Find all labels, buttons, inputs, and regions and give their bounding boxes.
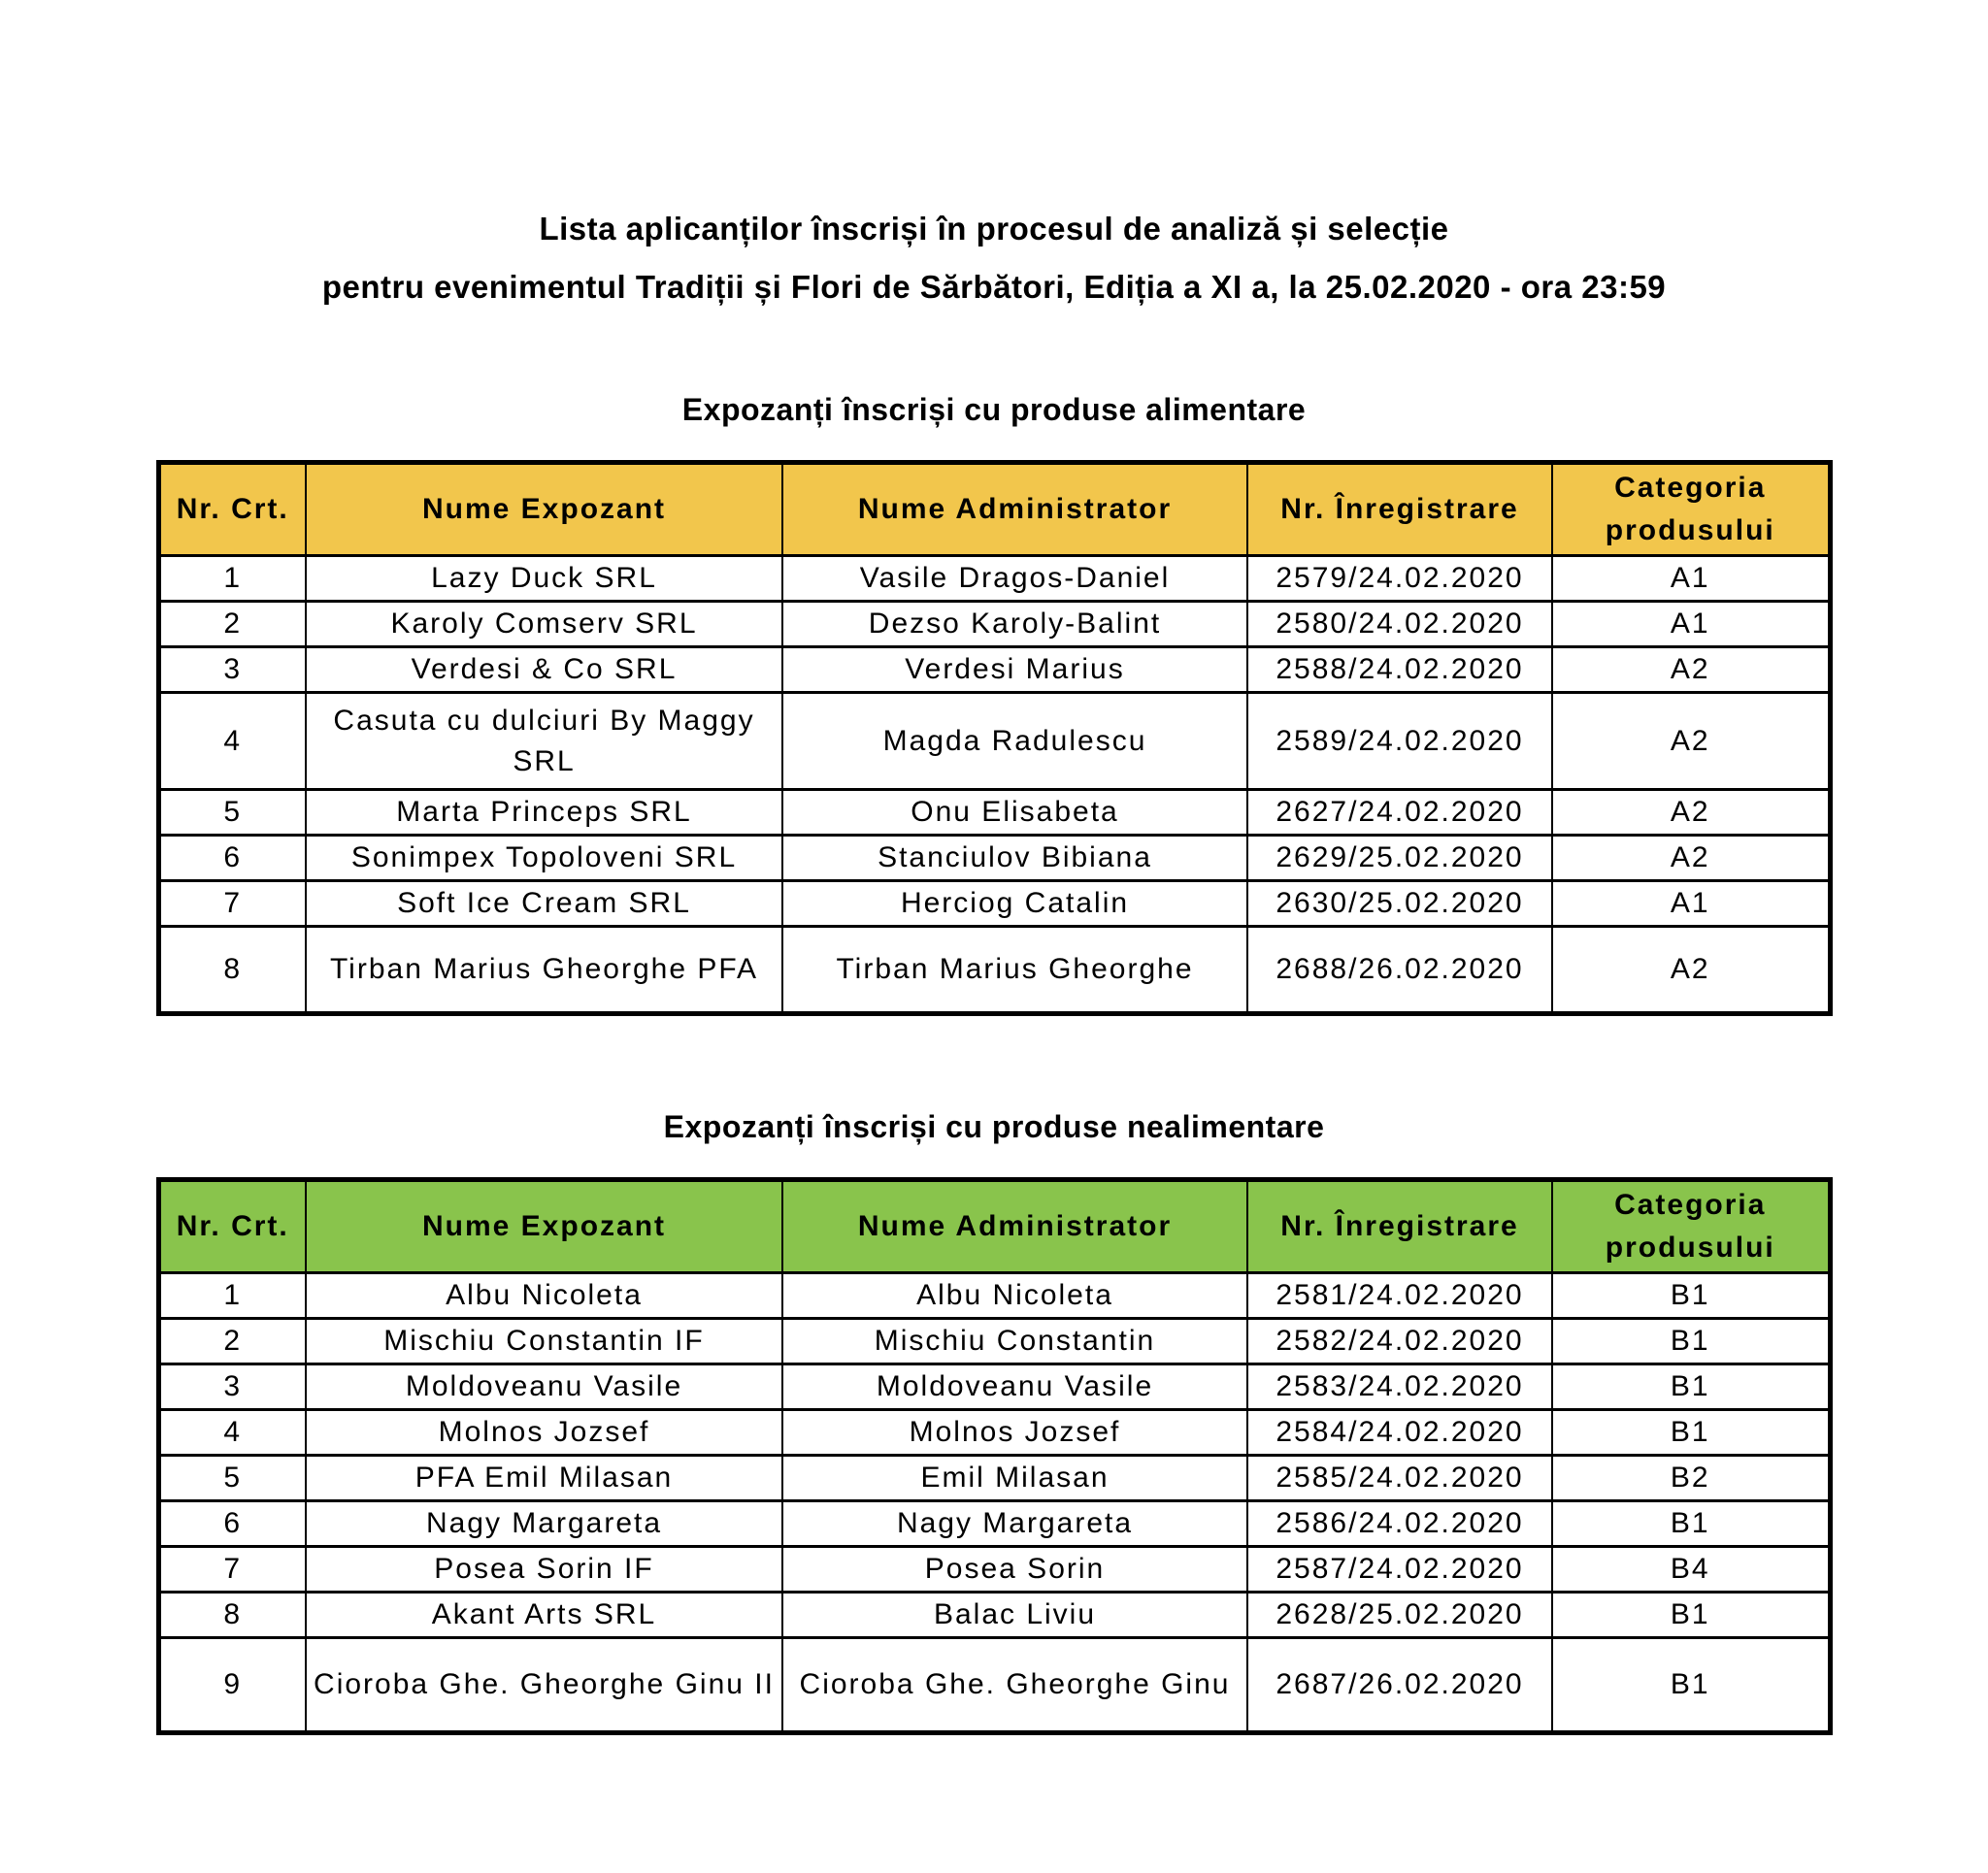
cell-nr-crt: 6 <box>158 1501 306 1547</box>
cell-nume-administrator: Molnos Jozsef <box>782 1410 1247 1456</box>
title-line-1: Lista aplicanților înscriși în procesul de analiză și selecție <box>539 211 1449 246</box>
cell-categoria-produsului: A2 <box>1552 790 1830 836</box>
col-header-nr-inregistrare: Nr. Înregistrare <box>1247 463 1552 556</box>
cell-nr-inregistrare: 2587/24.02.2020 <box>1247 1547 1552 1593</box>
cell-nume-administrator: Balac Liviu <box>782 1593 1247 1638</box>
cell-nume-expozant: Marta Princeps SRL <box>306 790 782 836</box>
cell-nr-inregistrare: 2585/24.02.2020 <box>1247 1456 1552 1501</box>
table-row <box>158 602 1830 647</box>
cell-nr-crt: 8 <box>158 927 306 1014</box>
cell-nume-expozant: Soft Ice Cream SRL <box>306 881 782 927</box>
cell-nr-crt: 8 <box>158 1593 306 1638</box>
cell-nume-expozant: Lazy Duck SRL <box>306 556 782 602</box>
cell-categoria-produsului: B1 <box>1552 1319 1830 1364</box>
cell-nume-expozant: Akant Arts SRL <box>306 1593 782 1638</box>
cell-categoria-produsului: A1 <box>1552 881 1830 927</box>
cell-nr-inregistrare: 2629/25.02.2020 <box>1247 836 1552 881</box>
cell-nr-inregistrare: 2581/24.02.2020 <box>1247 1273 1552 1319</box>
cell-nr-inregistrare: 2586/24.02.2020 <box>1247 1501 1552 1547</box>
cell-categoria-produsului: B1 <box>1552 1593 1830 1638</box>
col-header-nr-inregistrare: Nr. Înregistrare <box>1247 1180 1552 1273</box>
cell-nr-inregistrare: 2588/24.02.2020 <box>1247 647 1552 693</box>
section-title-alimentare: Expozanți înscriși cu produse alimentare <box>681 392 1307 427</box>
cell-categoria-produsului: B1 <box>1552 1364 1830 1410</box>
cell-nume-expozant: Albu Nicoleta <box>306 1273 782 1319</box>
table-alimentare <box>156 460 1833 1016</box>
cell-nume-expozant: Mischiu Constantin IF <box>306 1319 782 1364</box>
section-produse-nealimentare <box>0 1105 1988 1735</box>
cell-categoria-produsului: B1 <box>1552 1410 1830 1456</box>
table-row <box>158 556 1830 602</box>
cell-nume-administrator: Dezso Karoly-Balint <box>782 602 1247 647</box>
cell-nr-inregistrare: 2580/24.02.2020 <box>1247 602 1552 647</box>
cell-nr-inregistrare: 2579/24.02.2020 <box>1247 556 1552 602</box>
cell-nume-administrator: Posea Sorin <box>782 1547 1247 1593</box>
cell-nr-crt: 1 <box>158 1273 306 1319</box>
cell-categoria-produsului: B2 <box>1552 1456 1830 1501</box>
cell-nume-administrator: Emil Milasan <box>782 1456 1247 1501</box>
cell-nr-inregistrare: 2583/24.02.2020 <box>1247 1364 1552 1410</box>
table-row <box>158 1273 1830 1319</box>
col-header-nume-administrator: Nume Administrator <box>782 1180 1247 1273</box>
cell-nume-expozant: Casuta cu dulciuri By Maggy SRL <box>306 693 782 790</box>
cell-nume-administrator: Albu Nicoleta <box>782 1273 1247 1319</box>
cell-nr-crt: 6 <box>158 836 306 881</box>
cell-nume-administrator: Stanciulov Bibiana <box>782 836 1247 881</box>
table-row <box>158 1456 1830 1501</box>
cell-nume-administrator: Onu Elisabeta <box>782 790 1247 836</box>
cell-nr-inregistrare: 2687/26.02.2020 <box>1247 1638 1552 1733</box>
table-row <box>158 1638 1830 1733</box>
document-title <box>0 0 1988 316</box>
cell-categoria-produsului: A1 <box>1552 602 1830 647</box>
title-line-2: pentru evenimentul Tradiții și Flori de Sărbători, Ediția a XI a, la 25.02.2020 - ora 23:59 <box>321 269 1667 305</box>
col-header-nume-expozant: Nume Expozant <box>306 463 782 556</box>
header-row-alimentare <box>158 463 1830 556</box>
cell-nume-administrator: Cioroba Ghe. Gheorghe Ginu <box>782 1638 1247 1733</box>
section-produse-alimentare <box>0 388 1988 1016</box>
cell-nr-inregistrare: 2584/24.02.2020 <box>1247 1410 1552 1456</box>
cell-nr-crt: 9 <box>158 1638 306 1733</box>
table-nealimentare <box>156 1177 1833 1735</box>
table-row <box>158 1364 1830 1410</box>
cell-nr-inregistrare: 2582/24.02.2020 <box>1247 1319 1552 1364</box>
cell-nr-inregistrare: 2627/24.02.2020 <box>1247 790 1552 836</box>
cell-nume-administrator: Magda Radulescu <box>782 693 1247 790</box>
cell-nr-crt: 1 <box>158 556 306 602</box>
table-body-alimentare <box>158 556 1830 1014</box>
cell-nume-expozant: Karoly Comserv SRL <box>306 602 782 647</box>
cell-categoria-produsului: B1 <box>1552 1273 1830 1319</box>
table-row <box>158 1319 1830 1364</box>
cell-nume-administrator: Moldoveanu Vasile <box>782 1364 1247 1410</box>
cell-nume-administrator: Verdesi Marius <box>782 647 1247 693</box>
cell-nume-administrator: Tirban Marius Gheorghe <box>782 927 1247 1014</box>
table-row <box>158 647 1830 693</box>
cell-nume-administrator: Herciog Catalin <box>782 881 1247 927</box>
cell-nume-expozant: Verdesi & Co SRL <box>306 647 782 693</box>
cell-nr-crt: 7 <box>158 881 306 927</box>
cell-nr-crt: 2 <box>158 1319 306 1364</box>
table-row <box>158 1410 1830 1456</box>
cell-nr-crt: 2 <box>158 602 306 647</box>
cell-nr-crt: 3 <box>158 1364 306 1410</box>
col-header-nr-crt: Nr. Crt. <box>158 463 306 556</box>
cell-nr-crt: 4 <box>158 693 306 790</box>
col-header-categoria-produsului: Categoria produsului <box>1552 463 1830 556</box>
table-row <box>158 1593 1830 1638</box>
table-row <box>158 1547 1830 1593</box>
table-row <box>158 881 1830 927</box>
cell-categoria-produsului: B1 <box>1552 1501 1830 1547</box>
cell-categoria-produsului: A2 <box>1552 693 1830 790</box>
cell-categoria-produsului: A2 <box>1552 836 1830 881</box>
header-row-nealimentare <box>158 1180 1830 1273</box>
table-row <box>158 693 1830 790</box>
table-row <box>158 927 1830 1014</box>
table-row <box>158 836 1830 881</box>
cell-nr-crt: 5 <box>158 1456 306 1501</box>
cell-nr-crt: 4 <box>158 1410 306 1456</box>
cell-nume-expozant: Posea Sorin IF <box>306 1547 782 1593</box>
cell-nume-expozant: Moldoveanu Vasile <box>306 1364 782 1410</box>
col-header-nr-crt: Nr. Crt. <box>158 1180 306 1273</box>
cell-nr-inregistrare: 2589/24.02.2020 <box>1247 693 1552 790</box>
cell-nume-expozant: Cioroba Ghe. Gheorghe Ginu II <box>306 1638 782 1733</box>
cell-categoria-produsului: A2 <box>1552 647 1830 693</box>
cell-nume-expozant: PFA Emil Milasan <box>306 1456 782 1501</box>
table-body-nealimentare <box>158 1273 1830 1733</box>
cell-nume-expozant: Tirban Marius Gheorghe PFA <box>306 927 782 1014</box>
cell-categoria-produsului: B1 <box>1552 1638 1830 1733</box>
cell-nr-crt: 7 <box>158 1547 306 1593</box>
cell-nume-expozant: Sonimpex Topoloveni SRL <box>306 836 782 881</box>
cell-nume-expozant: Nagy Margareta <box>306 1501 782 1547</box>
cell-nume-administrator: Nagy Margareta <box>782 1501 1247 1547</box>
cell-nr-inregistrare: 2630/25.02.2020 <box>1247 881 1552 927</box>
cell-nr-crt: 5 <box>158 790 306 836</box>
col-header-categoria-produsului: Categoria produsului <box>1552 1180 1830 1273</box>
cell-nume-administrator: Vasile Dragos-Daniel <box>782 556 1247 602</box>
table-row <box>158 790 1830 836</box>
col-header-nume-administrator: Nume Administrator <box>782 463 1247 556</box>
table-row <box>158 1501 1830 1547</box>
cell-nume-expozant: Molnos Jozsef <box>306 1410 782 1456</box>
cell-nr-inregistrare: 2628/25.02.2020 <box>1247 1593 1552 1638</box>
col-header-nume-expozant: Nume Expozant <box>306 1180 782 1273</box>
cell-nr-crt: 3 <box>158 647 306 693</box>
cell-nr-inregistrare: 2688/26.02.2020 <box>1247 927 1552 1014</box>
cell-categoria-produsului: A1 <box>1552 556 1830 602</box>
cell-categoria-produsului: B4 <box>1552 1547 1830 1593</box>
cell-categoria-produsului: A2 <box>1552 927 1830 1014</box>
cell-nume-administrator: Mischiu Constantin <box>782 1319 1247 1364</box>
section-title-nealimentare: Expozanți înscriși cu produse nealimentare <box>663 1109 1325 1144</box>
